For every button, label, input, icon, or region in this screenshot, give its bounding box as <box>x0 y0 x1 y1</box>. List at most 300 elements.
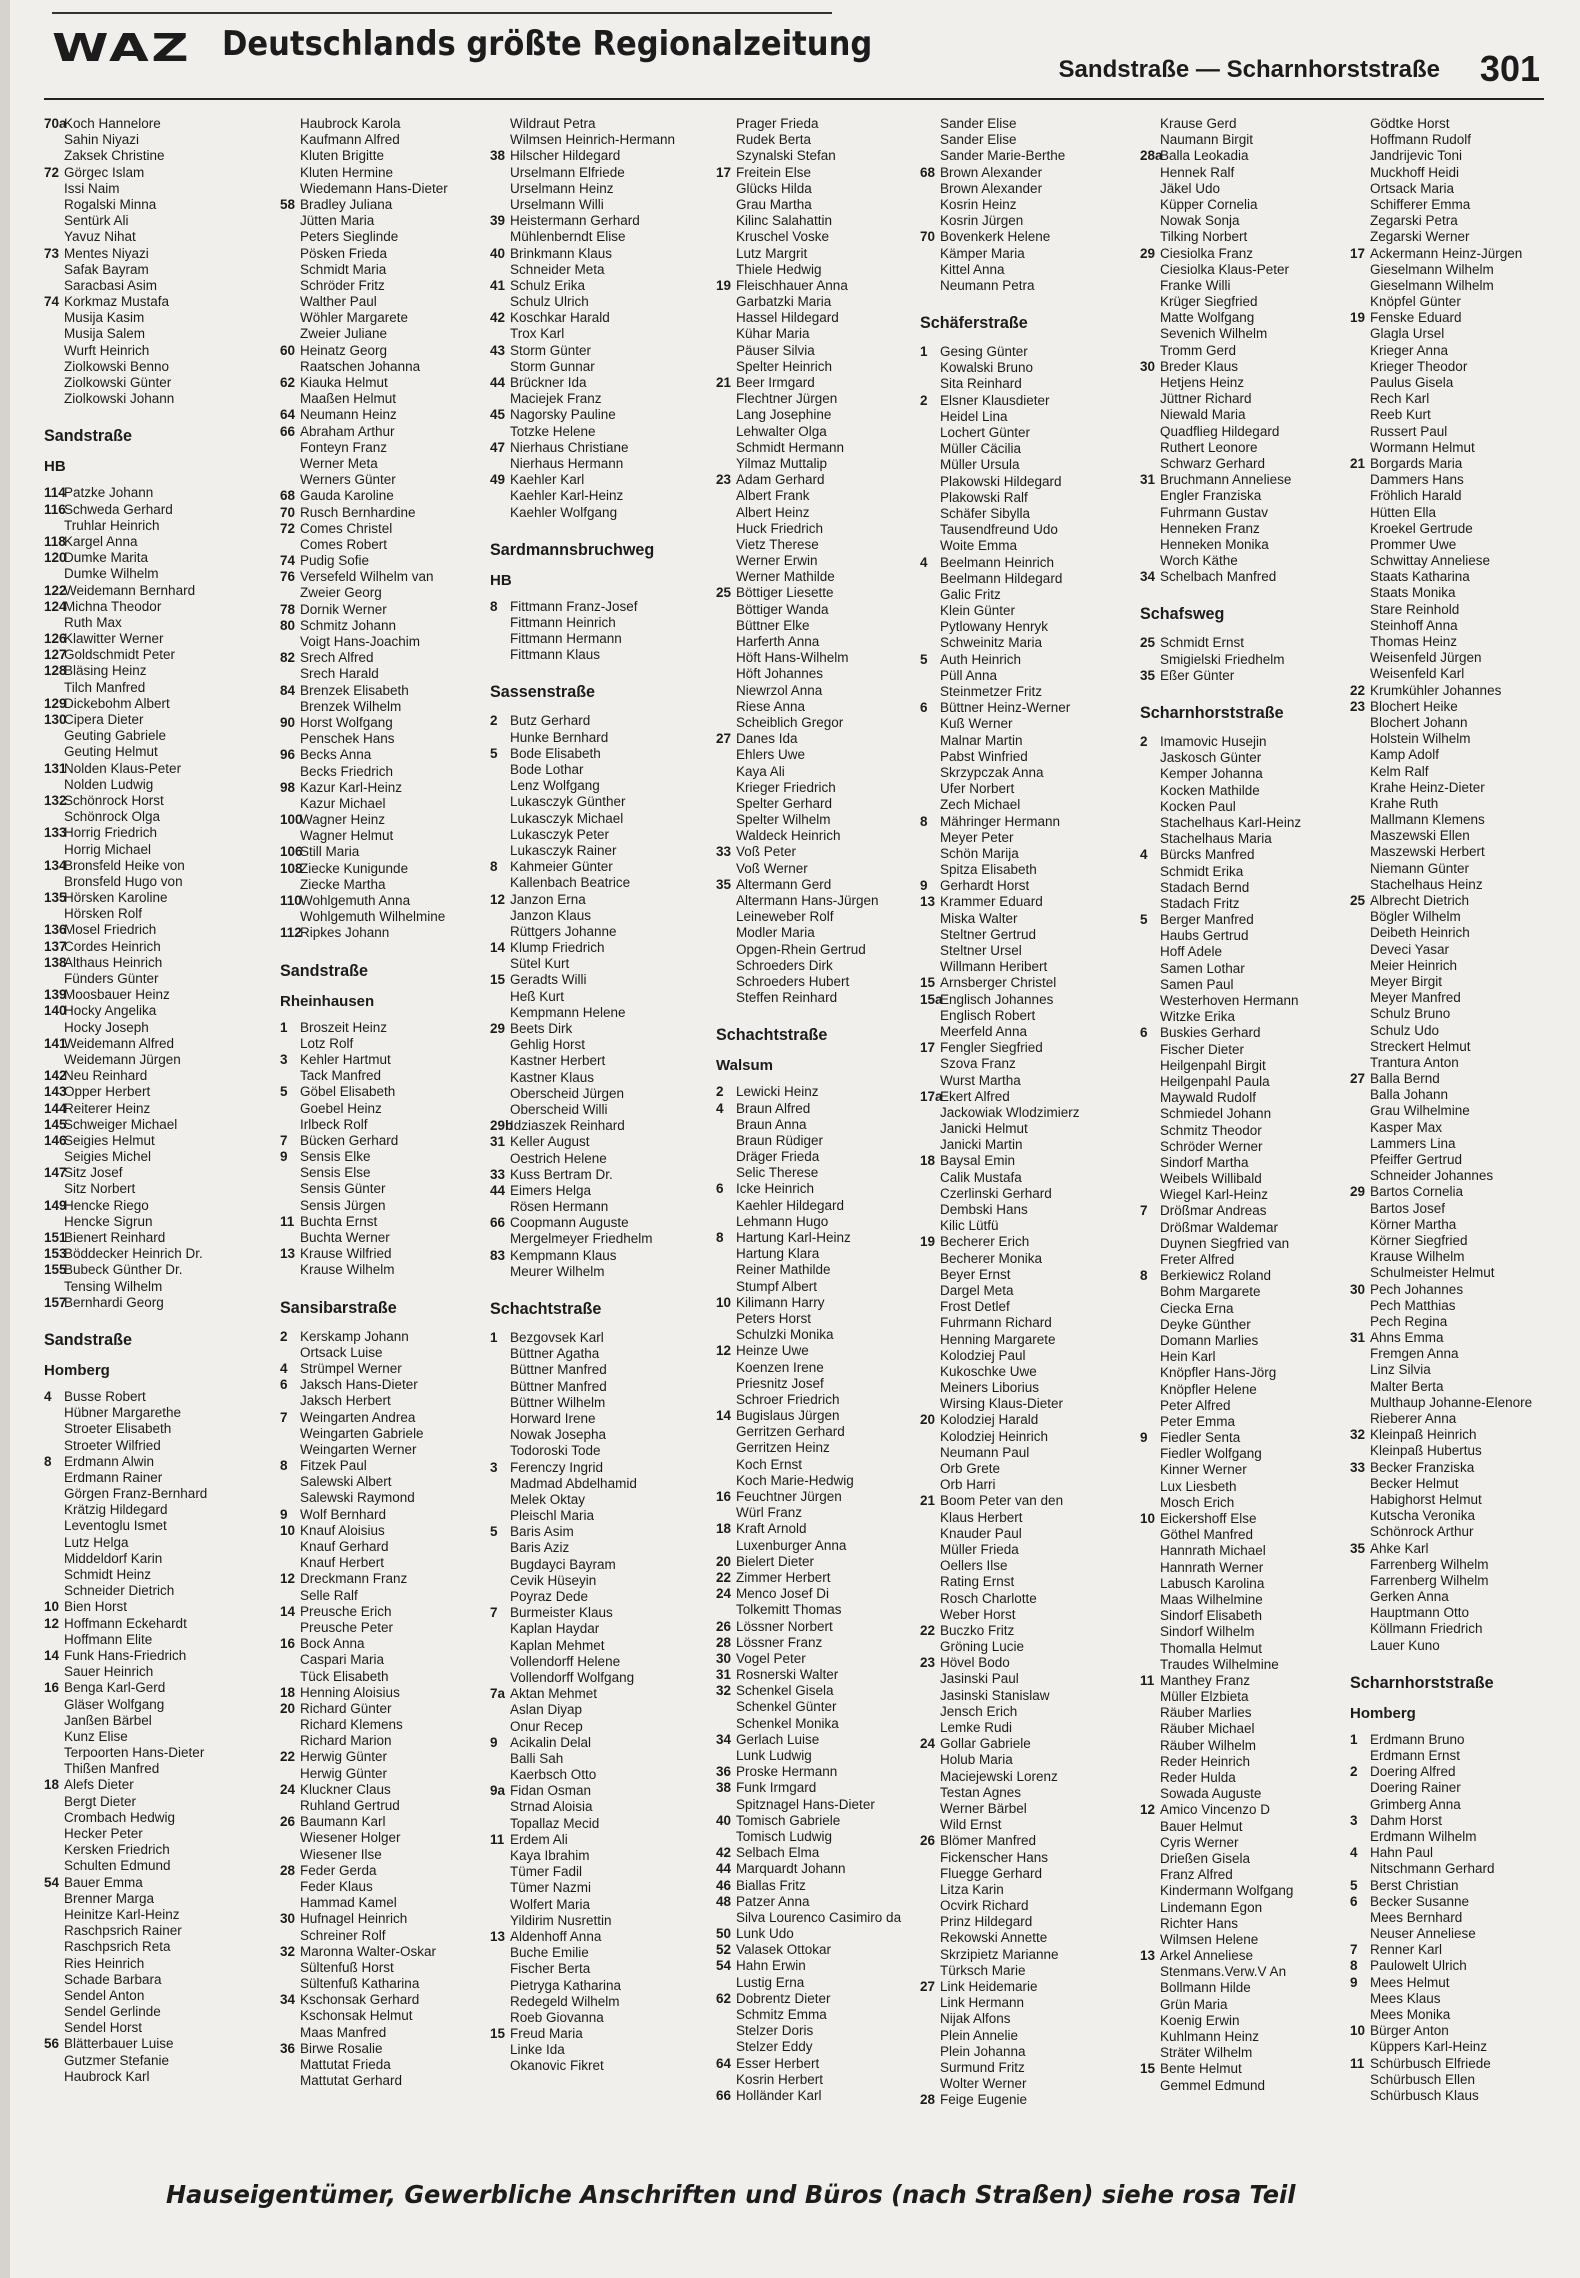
resident-entry <box>1140 750 1336 766</box>
resident-name: Hartung Klara <box>736 1246 820 1262</box>
resident-name: Hoff Adele <box>1160 944 1223 960</box>
resident-entry <box>1350 1330 1546 1346</box>
resident-entry <box>44 2053 240 2069</box>
resident-entry <box>44 391 240 407</box>
resident-entry <box>490 1395 686 1411</box>
resident-entry <box>920 1348 1116 1364</box>
resident-name: Bronsfeld Heike von <box>64 857 185 873</box>
resident-name: Neumann Petra <box>940 277 1035 293</box>
resident-name: Werner Mathilde <box>736 569 835 585</box>
resident-name: Schönrock Arthur <box>1370 1524 1474 1540</box>
resident-entry <box>490 1767 686 1783</box>
resident-entry <box>920 1121 1116 1137</box>
resident-name: Fuhrmann Gustav <box>1160 504 1269 520</box>
resident-name: Kaplan Mehmet <box>510 1637 605 1653</box>
resident-entry <box>716 2039 912 2055</box>
resident-name: Harferth Anna <box>736 634 820 649</box>
resident-entry <box>1140 1106 1336 1122</box>
house-number: 28 <box>920 2092 936 2108</box>
resident-entry <box>1350 2072 1546 2088</box>
resident-name: Maciejewski Lorenz <box>940 1768 1058 1784</box>
house-number: 34 <box>716 1731 732 1747</box>
resident-name: Heilgenpahl Birgit <box>1160 1057 1266 1073</box>
resident-entry <box>490 1460 686 1476</box>
house-number: 10 <box>716 1294 732 1310</box>
resident-name: Albert Frank <box>736 488 810 504</box>
resident-name: Schade Barbara <box>64 1971 162 1987</box>
resident-entry <box>280 1246 476 1262</box>
resident-name: Madmad Abdelhamid <box>510 1475 637 1491</box>
resident-entry <box>1140 1284 1336 1300</box>
house-number: 8 <box>490 598 498 614</box>
resident-entry <box>1350 1813 1546 1829</box>
resident-entry <box>280 1393 476 1409</box>
resident-name: Wöhler Margarete <box>300 310 409 326</box>
resident-entry <box>1140 2078 1336 2094</box>
resident-entry <box>920 1704 1116 1720</box>
resident-entry <box>1350 407 1546 423</box>
resident-name: Kluckner Claus <box>300 1781 391 1797</box>
resident-name: Gesing Günter <box>940 344 1028 360</box>
resident-entry <box>1350 1314 1546 1330</box>
resident-entry <box>920 1769 1116 1785</box>
resident-entry <box>920 700 1116 716</box>
resident-entry <box>1140 569 1336 585</box>
resident-entry <box>280 909 476 925</box>
resident-name: Selbach Elma <box>736 1845 820 1861</box>
house-number: 26 <box>920 1833 936 1849</box>
house-number: 98 <box>280 779 296 795</box>
resident-entry <box>920 797 1116 813</box>
resident-name: Schroeders Dirk <box>736 957 833 973</box>
resident-name: Blömer Manfred <box>940 1833 1037 1849</box>
resident-entry <box>490 1751 686 1767</box>
resident-entry <box>44 1810 240 1826</box>
resident-name: Sitz Norbert <box>64 1181 136 1197</box>
resident-name: Nagorsky Pauline <box>510 407 616 423</box>
resident-name: Kinner Werner <box>1160 1462 1247 1478</box>
resident-entry <box>44 874 240 890</box>
resident-name: Brenzek Elisabeth <box>300 682 409 698</box>
resident-name: Leventoglu Ismet <box>64 1518 167 1534</box>
resident-name: Zech Michael <box>940 797 1021 813</box>
resident-name: Schreiner Rolf <box>300 1927 386 1943</box>
resident-name: Coopmann Auguste <box>510 1215 629 1231</box>
resident-entry <box>716 537 912 553</box>
resident-entry <box>920 733 1116 749</box>
resident-entry <box>716 1181 912 1197</box>
resident-name: Seigies Michel <box>64 1149 152 1165</box>
resident-name: Flechtner Jürgen <box>736 391 838 407</box>
resident-entry <box>490 375 686 391</box>
resident-entry <box>1140 181 1336 197</box>
resident-entry <box>490 713 686 729</box>
resident-name: Nowak Josepha <box>510 1427 607 1443</box>
district-heading: Walsum <box>716 1057 773 1075</box>
resident-name: Gerlach Luise <box>736 1731 820 1747</box>
resident-name: Farrenberg Wilhelm <box>1370 1556 1489 1572</box>
resident-name: Prager Frieda <box>736 116 819 131</box>
house-number: 3 <box>280 1051 288 1067</box>
resident-entry <box>920 1736 1116 1752</box>
resident-entry <box>490 165 686 181</box>
resident-name: Hövel Bodo <box>940 1655 1010 1671</box>
resident-entry <box>490 1330 686 1346</box>
resident-name: Peter Alfred <box>1160 1397 1231 1413</box>
resident-name: Mähringer Hermann <box>940 813 1061 829</box>
resident-name: Thißen Manfred <box>64 1761 160 1777</box>
resident-name: Deibeth Heinrich <box>1370 925 1470 941</box>
resident-name: Maas Wilhelmine <box>1160 1591 1263 1607</box>
resident-entry <box>44 987 240 1003</box>
resident-entry <box>920 409 1116 425</box>
house-number: 4 <box>1140 847 1148 863</box>
resident-entry <box>1140 1317 1336 1333</box>
house-number: 31 <box>716 1667 732 1683</box>
resident-entry <box>1350 1443 1546 1459</box>
resident-entry <box>44 1405 240 1421</box>
resident-name: Räuber Wilhelm <box>1160 1737 1257 1753</box>
resident-entry <box>920 814 1116 830</box>
resident-name: Kastner Herbert <box>510 1053 606 1069</box>
resident-entry <box>44 485 240 501</box>
resident-name: Preusche Erich <box>300 1603 392 1619</box>
resident-entry <box>716 602 912 618</box>
resident-name: Schäfer Sibylla <box>940 505 1031 521</box>
resident-entry <box>716 1554 912 1570</box>
resident-name: Plein Johanna <box>940 2043 1026 2059</box>
resident-entry <box>1350 1605 1546 1621</box>
resident-name: Janicki Helmut <box>940 1121 1028 1137</box>
resident-name: Wolf Bernhard <box>300 1506 387 1522</box>
resident-name: Blochert Heike <box>1370 698 1458 714</box>
resident-name: Gröning Lucie <box>940 1639 1025 1655</box>
resident-entry <box>280 1976 476 1992</box>
resident-name: Drießen Gisela <box>1160 1850 1251 1866</box>
house-number: 96 <box>280 747 296 763</box>
resident-name: Kilimann Harry <box>736 1294 825 1310</box>
resident-name: Heinatz Georg <box>300 342 388 358</box>
house-number: 23 <box>1350 698 1366 714</box>
resident-entry <box>1140 2029 1336 2045</box>
house-number: 12 <box>280 1571 296 1587</box>
house-number: 73 <box>44 245 60 261</box>
resident-entry <box>1140 864 1336 880</box>
resident-name: Horst Wolfgang <box>300 714 393 730</box>
resident-entry <box>1140 488 1336 504</box>
resident-name: Niemann Günter <box>1370 860 1470 876</box>
resident-entry <box>490 1362 686 1378</box>
house-number: 144 <box>44 1100 67 1116</box>
resident-name: Prommer Uwe <box>1370 536 1457 552</box>
resident-entry <box>280 553 476 569</box>
resident-name: Doering Rainer <box>1370 1780 1461 1796</box>
house-number: 4 <box>44 1388 52 1404</box>
house-number: 27 <box>716 731 732 747</box>
resident-entry <box>280 1717 476 1733</box>
house-number: 25 <box>1140 635 1156 651</box>
house-number: 56 <box>44 2036 60 2052</box>
resident-name: Wiesener Holger <box>300 1830 401 1846</box>
resident-entry <box>44 1214 240 1230</box>
resident-name: Pabst Winfried <box>940 748 1028 764</box>
resident-name: Braun Rüdiger <box>736 1132 824 1148</box>
resident-name: Thiele Hedwig <box>736 261 822 277</box>
resident-entry <box>490 1978 686 1994</box>
resident-name: Wiegel Karl-Heinz <box>1160 1187 1269 1203</box>
resident-name: Poyraz Dede <box>510 1589 589 1604</box>
resident-name: Truhlar Heinrich <box>64 517 160 533</box>
resident-entry <box>1350 1991 1546 2007</box>
resident-name: Gläser Wolfgang <box>64 1696 165 1712</box>
resident-name: Schürbusch Elfriede <box>1370 2055 1491 2071</box>
resident-entry <box>920 1866 1116 1882</box>
house-number: 41 <box>490 277 506 293</box>
resident-name: Wilmsen Helene <box>1160 1931 1259 1947</box>
resident-entry <box>1140 1025 1336 1041</box>
resident-name: Galic Fritz <box>940 586 1001 602</box>
resident-entry <box>1350 1362 1546 1378</box>
resident-entry <box>1140 1333 1336 1349</box>
house-number: 11 <box>1350 2055 1365 2071</box>
resident-name: Kosrin Herbert <box>736 2071 824 2087</box>
newspaper-logo: WAZ <box>52 26 192 70</box>
resident-name: Voß Peter <box>736 844 797 860</box>
resident-name: Ahns Emma <box>1370 1330 1444 1346</box>
house-number: 7a <box>490 1686 506 1702</box>
resident-entry <box>1350 2007 1546 2023</box>
resident-name: Skrzypczak Anna <box>940 764 1044 780</box>
resident-entry <box>44 343 240 359</box>
resident-entry <box>920 1914 1116 1930</box>
resident-name: Kaehler Karl <box>510 472 585 488</box>
resident-name: Dumke Marita <box>64 550 149 566</box>
resident-entry <box>1350 1136 1546 1152</box>
resident-entry <box>716 1732 912 1748</box>
resident-entry <box>280 1685 476 1701</box>
resident-entry <box>490 1621 686 1637</box>
resident-name: Butz Gerhard <box>510 713 591 729</box>
resident-entry <box>44 955 240 971</box>
resident-name: Mees Helmut <box>1370 1974 1450 1990</box>
resident-name: Becherer Monika <box>940 1250 1043 1266</box>
resident-entry <box>490 1994 686 2010</box>
resident-entry <box>920 1591 1116 1607</box>
resident-entry <box>920 1526 1116 1542</box>
resident-entry <box>44 890 240 906</box>
resident-name: Richard Günter <box>300 1700 392 1716</box>
directory-column <box>490 116 686 2075</box>
resident-name: Kempmann Helene <box>510 1004 626 1020</box>
resident-entry <box>716 990 912 1006</box>
resident-entry <box>1350 181 1546 197</box>
resident-name: Cevik Hüseyin <box>510 1572 597 1588</box>
house-number: 130 <box>44 712 67 727</box>
resident-entry <box>490 472 686 488</box>
resident-name: Ruhland Gertrud <box>300 1798 400 1813</box>
resident-entry <box>44 1279 240 1295</box>
resident-entry <box>44 550 240 566</box>
resident-entry <box>920 846 1116 862</box>
resident-name: Bode Lothar <box>510 762 584 777</box>
resident-entry <box>716 229 912 245</box>
resident-entry <box>1350 537 1546 553</box>
resident-name: Amico Vincenzo D <box>1160 1802 1271 1818</box>
resident-name: Weingarten Gabriele <box>300 1425 424 1441</box>
resident-entry <box>716 1910 912 1926</box>
resident-entry <box>920 830 1116 846</box>
resident-entry <box>1140 1560 1336 1576</box>
resident-name: Becherer Erich <box>940 1234 1030 1250</box>
resident-entry <box>920 652 1116 668</box>
resident-entry <box>490 2026 686 2042</box>
resident-entry <box>44 1632 240 1648</box>
resident-entry <box>1350 1460 1546 1476</box>
resident-name: Mentes Niyazi <box>64 245 149 261</box>
resident-name: Ziecke Kunigunde <box>300 860 409 876</box>
resident-name: Kaya Ali <box>736 763 785 779</box>
house-number: 20 <box>716 1553 732 1569</box>
street-range-heading: Sandstraße — Scharnhorststraße <box>1058 56 1440 83</box>
resident-entry <box>920 522 1116 538</box>
resident-name: Ries Heinrich <box>64 1955 145 1971</box>
house-number: 9 <box>1140 1430 1148 1446</box>
resident-name: Wormann Helmut <box>1370 439 1475 455</box>
house-number: 30 <box>716 1650 732 1666</box>
resident-name: Kersken Friedrich <box>64 1842 170 1858</box>
resident-entry <box>490 1053 686 1069</box>
resident-entry <box>44 246 240 262</box>
resident-entry <box>920 2060 1116 2076</box>
resident-entry <box>716 1311 912 1327</box>
house-number: 72 <box>44 164 60 180</box>
resident-entry <box>44 680 240 696</box>
resident-entry <box>490 1670 686 1686</box>
resident-entry <box>716 1149 912 1165</box>
resident-name: Weidemann Bernhard <box>64 582 196 598</box>
resident-entry <box>920 1429 1116 1445</box>
resident-entry <box>1140 1527 1336 1543</box>
resident-name: Prinz Hildegard <box>940 1914 1033 1930</box>
resident-entry <box>44 1599 240 1615</box>
resident-name: Buche Emilie <box>510 1945 589 1961</box>
house-number: 74 <box>280 553 296 569</box>
resident-name: Ciesiolka Klaus-Peter <box>1160 261 1290 277</box>
resident-entry <box>1350 375 1546 391</box>
resident-name: Lössner Franz <box>736 1634 823 1650</box>
house-number: 9 <box>490 1734 498 1750</box>
resident-name: Idziaszek Reinhard <box>510 1118 625 1134</box>
resident-name: Litza Karin <box>940 1881 1004 1897</box>
street-heading: Sardmannsbruchweg <box>490 539 655 559</box>
resident-name: Rating Ernst <box>940 1574 1015 1590</box>
resident-name: Voigt Hans-Joachim <box>300 634 421 649</box>
resident-entry <box>920 1218 1116 1234</box>
house-number: 22 <box>920 1622 936 1638</box>
resident-entry <box>44 1664 240 1680</box>
resident-entry <box>1350 148 1546 164</box>
resident-name: Thomalla Helmut <box>1160 1640 1263 1656</box>
resident-name: Witzke Erika <box>1160 1009 1236 1025</box>
resident-entry <box>1350 634 1546 650</box>
house-number: 4 <box>280 1360 288 1376</box>
resident-entry <box>490 940 686 956</box>
resident-name: Fischer Dieter <box>1160 1041 1245 1057</box>
resident-name: Lux Liesbeth <box>1160 1478 1237 1494</box>
resident-name: Proske Hermann <box>736 1764 838 1780</box>
resident-name: Freud Maria <box>510 2026 583 2042</box>
resident-name: Musija Kasim <box>64 310 145 326</box>
resident-entry <box>1140 734 1336 750</box>
resident-name: Englisch Robert <box>940 1007 1036 1023</box>
resident-name: Rüttgers Johanne <box>510 923 617 939</box>
house-number: 28a <box>1140 148 1163 164</box>
resident-entry <box>1350 1039 1546 1055</box>
house-number: 30 <box>1350 1281 1366 1297</box>
resident-entry <box>490 1945 686 1961</box>
resident-entry <box>716 942 912 958</box>
resident-entry <box>44 1117 240 1133</box>
resident-name: Multhaup Johanne-Elenore <box>1370 1394 1533 1410</box>
resident-name: Peters Sieglinde <box>300 229 399 245</box>
resident-entry <box>716 424 912 440</box>
resident-entry <box>280 521 476 537</box>
resident-entry <box>280 165 476 181</box>
resident-entry <box>280 877 476 893</box>
resident-name: Krause Gerd <box>1160 116 1237 131</box>
resident-entry <box>716 1667 912 1683</box>
resident-name: Sahin Niyazi <box>64 132 140 148</box>
resident-entry <box>1350 1797 1546 1813</box>
resident-name: Wohlgemuth Wilhelmine <box>300 909 446 925</box>
resident-entry <box>1350 521 1546 537</box>
resident-entry <box>490 989 686 1005</box>
resident-entry <box>716 1198 912 1214</box>
resident-name: Höft Hans-Wilhelm <box>736 650 849 666</box>
resident-entry <box>920 1170 1116 1186</box>
resident-name: Krüger Siegfried <box>1160 294 1258 310</box>
resident-entry <box>1350 861 1546 877</box>
resident-name: Tromm Gerd <box>1160 342 1237 358</box>
resident-entry <box>280 1733 476 1749</box>
house-number: 32 <box>716 1683 732 1699</box>
resident-entry <box>920 1186 1116 1202</box>
house-number: 42 <box>716 1845 732 1861</box>
resident-name: Jüttner Richard <box>1160 391 1252 407</box>
house-number: 31 <box>490 1134 506 1150</box>
resident-entry <box>280 812 476 828</box>
resident-name: Krieger Anna <box>1370 342 1449 358</box>
house-number: 17 <box>716 164 732 180</box>
resident-name: Gutzmer Stefanie <box>64 2052 170 2068</box>
resident-entry <box>490 1686 686 1702</box>
resident-entry <box>280 132 476 148</box>
resident-entry <box>920 441 1116 457</box>
resident-name: Bente Helmut <box>1160 2061 1242 2077</box>
header-top-rule <box>52 12 832 14</box>
resident-entry <box>490 1102 686 1118</box>
resident-name: Rusch Bernhardine <box>300 504 416 520</box>
resident-entry <box>920 1040 1116 1056</box>
house-number: 11 <box>1140 1672 1155 1688</box>
resident-name: Calik Mustafa <box>940 1169 1022 1185</box>
resident-entry <box>716 1797 912 1813</box>
house-number: 110 <box>280 893 302 908</box>
resident-entry <box>490 505 686 521</box>
resident-name: Albrecht Dietrich <box>1370 893 1470 908</box>
resident-entry <box>1350 1748 1546 1764</box>
resident-entry <box>280 1101 476 1117</box>
